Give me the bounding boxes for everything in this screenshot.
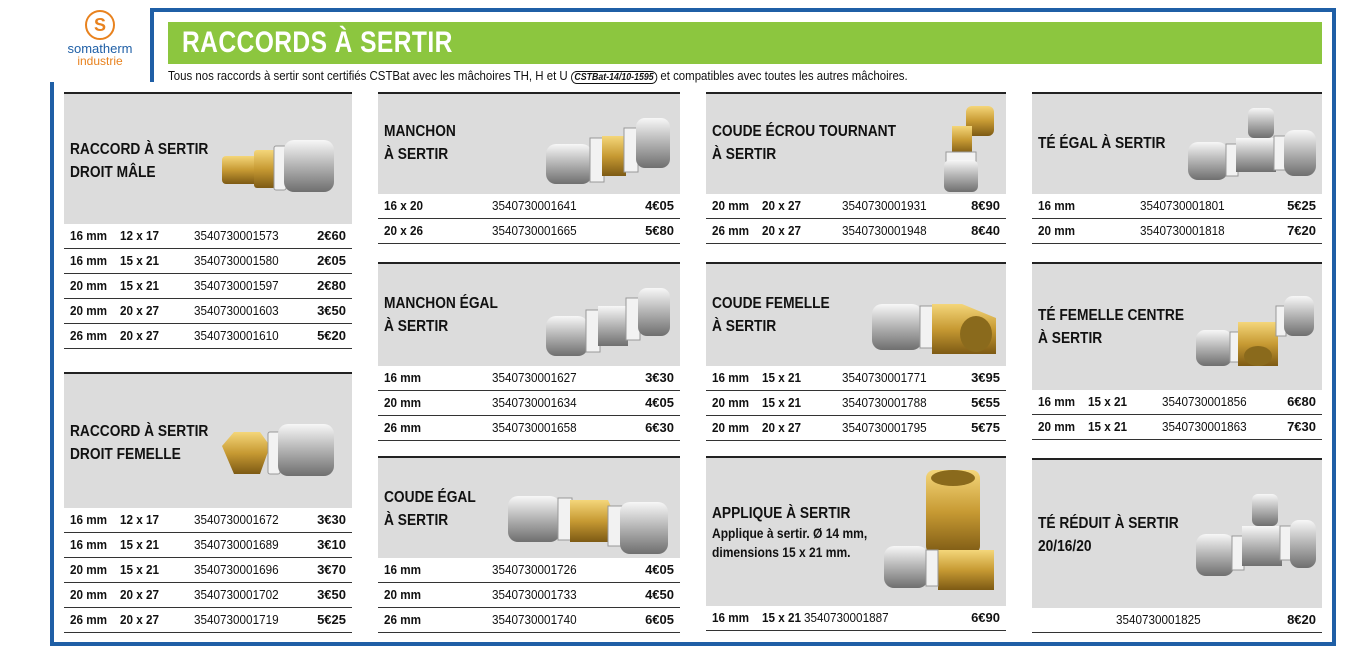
size-cell: 26 mm — [712, 223, 750, 238]
table-row — [64, 274, 352, 299]
price-table — [1032, 608, 1322, 633]
code-cell: 3540730001689 — [194, 537, 279, 552]
code-cell: 3540730001597 — [194, 278, 279, 293]
tee-icon — [1184, 102, 1318, 192]
product-title — [712, 120, 896, 166]
product-title-line2: DROIT FEMELLE — [70, 446, 181, 463]
table-row — [378, 416, 680, 441]
size-cell: 20 mm — [1038, 223, 1076, 238]
product-header — [706, 456, 1006, 606]
product-title: APPLIQUE À SERTIR — [712, 505, 851, 522]
size-cell: 20 mm — [384, 395, 422, 410]
product-title-line1: RACCORD À SERTIR — [70, 141, 209, 158]
product-coude-egal — [378, 456, 680, 633]
table-row — [64, 558, 352, 583]
brand-logo — [50, 8, 150, 80]
page-title: RACCORDS À SERTIR — [182, 26, 453, 59]
size-cell: 20 mm — [70, 562, 108, 577]
product-header — [64, 92, 352, 224]
table-row — [1032, 390, 1322, 415]
price-cell: 5€55 — [971, 395, 1000, 410]
table-row — [1032, 194, 1322, 219]
table-row — [1032, 415, 1322, 440]
size-cell: 20 mm — [384, 587, 422, 602]
table-row — [706, 219, 1006, 244]
price-cell: 7€30 — [1287, 419, 1316, 434]
price-cell: 6€05 — [645, 612, 674, 627]
table-row — [706, 194, 1006, 219]
brand-name: somatherm — [67, 41, 133, 56]
size-cell: 16 mm — [1038, 198, 1076, 213]
code-cell: 3540730001931 — [842, 198, 927, 213]
price-cell: 6€80 — [1287, 394, 1316, 409]
table-row — [1032, 608, 1322, 633]
product-header — [378, 92, 680, 194]
code-cell: 3540730001641 — [492, 198, 577, 213]
price-cell: 5€75 — [971, 420, 1000, 435]
product-title-line2: À SERTIR — [712, 146, 777, 163]
size-cell: 16 mm — [70, 537, 108, 552]
code-cell: 3540730001702 — [194, 587, 279, 602]
product-header — [378, 456, 680, 558]
thread-cell: 20 x 27 — [120, 328, 160, 343]
price-cell: 3€50 — [317, 587, 346, 602]
product-droit-male — [64, 92, 352, 349]
product-title-line2: À SERTIR — [1038, 330, 1103, 347]
male-fitting-icon — [214, 114, 344, 204]
size-cell: 20 mm — [70, 278, 108, 293]
table-row — [706, 366, 1006, 391]
code-cell: 3540730001887 — [804, 610, 889, 625]
frame-top-border — [150, 8, 1336, 12]
price-cell: 3€10 — [317, 537, 346, 552]
table-row — [64, 249, 352, 274]
thread-cell: 20 x 27 — [120, 303, 160, 318]
product-title — [712, 292, 830, 338]
thread-cell: 15 x 21 — [120, 537, 160, 552]
thread-cell: 12 x 17 — [120, 228, 160, 243]
price-table — [1032, 194, 1322, 244]
price-cell: 2€60 — [317, 228, 346, 243]
code-cell: 3540730001634 — [492, 395, 577, 410]
product-title-line2: À SERTIR — [384, 512, 449, 529]
code-cell: 3540730001696 — [194, 562, 279, 577]
code-cell: 3540730001740 — [492, 612, 577, 627]
code-cell: 3540730001672 — [194, 512, 279, 527]
code-cell: 3540730001719 — [194, 612, 279, 627]
product-title — [384, 120, 456, 166]
product-title-line2: DROIT MÂLE — [70, 164, 156, 181]
price-cell: 8€90 — [971, 198, 1000, 213]
product-desc-line1: Applique à sertir. Ø 14 mm, — [712, 525, 868, 541]
code-cell: 3540730001788 — [842, 395, 927, 410]
size-cell: 16 mm — [70, 228, 108, 243]
thread-cell: 20 x 27 — [762, 198, 802, 213]
product-header — [1032, 262, 1322, 390]
thread-cell: 20 x 27 — [762, 420, 802, 435]
table-row — [378, 608, 680, 633]
female-fitting-icon — [214, 398, 344, 488]
brand-sub: industrie — [77, 54, 123, 68]
thread-cell: 20 x 27 — [762, 223, 802, 238]
size-cell: 26 mm — [70, 612, 108, 627]
product-title — [70, 420, 208, 466]
product-title — [1038, 304, 1184, 350]
price-table — [706, 366, 1006, 441]
price-table — [1032, 390, 1322, 440]
price-cell: 5€25 — [1287, 198, 1316, 213]
table-row — [64, 324, 352, 349]
table-row — [378, 558, 680, 583]
product-header — [1032, 92, 1322, 194]
product-header — [706, 92, 1006, 194]
price-cell: 3€70 — [317, 562, 346, 577]
size-cell: 20 mm — [70, 587, 108, 602]
product-title — [384, 486, 476, 532]
table-row — [64, 299, 352, 324]
wall-plate-fitting-icon — [876, 466, 1002, 606]
code-cell: 3540730001627 — [492, 370, 577, 385]
price-cell: 6€90 — [971, 610, 1000, 625]
size-cell: 16 mm — [1038, 394, 1076, 409]
thread-cell: 20 x 27 — [120, 587, 160, 602]
code-cell: 3540730001771 — [842, 370, 927, 385]
product-title-line2: 20/16/20 — [1038, 538, 1092, 555]
product-te-femelle — [1032, 262, 1322, 440]
size-cell: 20 mm — [70, 303, 108, 318]
product-droit-femelle — [64, 372, 352, 633]
swivel-elbow-icon — [932, 102, 1002, 196]
s-badge-icon: S — [85, 10, 115, 40]
product-title-line1: MANCHON — [384, 123, 456, 140]
table-row — [64, 533, 352, 558]
frame-logo-divider — [150, 8, 154, 82]
thread-cell: 15 x 21 — [120, 562, 160, 577]
product-title-line1: COUDE ÉGAL — [384, 489, 476, 506]
product-applique — [706, 456, 1006, 631]
size-cell: 20 mm — [712, 395, 750, 410]
price-cell: 8€20 — [1287, 612, 1316, 627]
size-cell: 26 mm — [384, 420, 422, 435]
code-cell: 3540730001573 — [194, 228, 279, 243]
thread-cell: 15 x 21 — [120, 278, 160, 293]
price-table — [64, 224, 352, 349]
code-cell: 3540730001665 — [492, 223, 577, 238]
table-row — [706, 416, 1006, 441]
product-header — [64, 372, 352, 508]
size-cell: 16 x 20 — [384, 198, 424, 213]
price-table — [378, 366, 680, 441]
code-cell: 3540730001610 — [194, 328, 279, 343]
code-cell: 3540730001818 — [1140, 223, 1225, 238]
price-cell: 2€05 — [317, 253, 346, 268]
cstbat-cert-mark: CSTBat-14/10-1595 — [571, 71, 657, 84]
product-title-line2: À SERTIR — [712, 318, 777, 335]
thread-cell: 15 x 21 — [1088, 419, 1128, 434]
product-title-line1: COUDE ÉCROU TOURNANT — [712, 123, 896, 140]
product-description — [712, 524, 867, 562]
size-cell: 26 mm — [384, 612, 422, 627]
product-desc-line2: dimensions 15 x 21 mm. — [712, 544, 851, 560]
code-cell: 3540730001795 — [842, 420, 927, 435]
intro-text — [168, 66, 908, 88]
size-cell: 16 mm — [712, 370, 750, 385]
table-row — [378, 583, 680, 608]
price-cell: 7€20 — [1287, 223, 1316, 238]
code-cell: 3540730001801 — [1140, 198, 1225, 213]
price-cell: 4€05 — [645, 395, 674, 410]
size-cell: 26 mm — [70, 328, 108, 343]
product-title-line1: COUDE FEMELLE — [712, 295, 830, 312]
female-elbow-icon — [866, 274, 1002, 364]
size-cell: 16 mm — [384, 370, 422, 385]
size-cell: 20 x 26 — [384, 223, 424, 238]
product-te-reduit — [1032, 458, 1322, 633]
price-table — [706, 194, 1006, 244]
table-row — [64, 608, 352, 633]
size-cell: 16 mm — [70, 253, 108, 268]
elbow-icon — [504, 466, 674, 558]
price-cell: 8€40 — [971, 223, 1000, 238]
size-cell: 20 mm — [712, 198, 750, 213]
price-cell: 3€30 — [317, 512, 346, 527]
price-table — [706, 606, 1006, 631]
price-table — [378, 194, 680, 244]
product-header — [378, 262, 680, 366]
table-row — [706, 391, 1006, 416]
price-table — [378, 558, 680, 633]
table-row — [378, 391, 680, 416]
code-cell: 3540730001863 — [1162, 419, 1247, 434]
product-coude-femelle — [706, 262, 1006, 441]
intro-line — [168, 66, 1328, 88]
product-title — [70, 138, 208, 184]
price-cell: 6€30 — [645, 420, 674, 435]
product-title — [1038, 512, 1179, 558]
code-cell: 3540730001948 — [842, 223, 927, 238]
equal-coupling-icon — [538, 276, 674, 364]
product-title-line1: RACCORD À SERTIR — [70, 423, 209, 440]
size-cell: 16 mm — [712, 610, 750, 625]
table-row — [378, 366, 680, 391]
price-cell: 4€05 — [645, 198, 674, 213]
price-cell: 4€05 — [645, 562, 674, 577]
size-cell: 20 mm — [1038, 419, 1076, 434]
thread-cell: 20 x 27 — [120, 612, 160, 627]
reducing-tee-icon — [1192, 490, 1318, 586]
size-cell: 16 mm — [70, 512, 108, 527]
product-manchon-egal — [378, 262, 680, 441]
code-cell: 3540730001856 — [1162, 394, 1247, 409]
table-row — [378, 194, 680, 219]
size-cell: 16 mm — [384, 562, 422, 577]
table-row — [1032, 219, 1322, 244]
page-title-bar — [168, 22, 1322, 64]
price-cell: 3€50 — [317, 303, 346, 318]
price-cell: 4€50 — [645, 587, 674, 602]
price-table — [64, 508, 352, 633]
product-title-line2: À SERTIR — [384, 146, 449, 163]
product-header — [1032, 458, 1322, 608]
thread-cell: 15 x 21 — [120, 253, 160, 268]
female-tee-icon — [1192, 286, 1318, 376]
thread-cell: 15 x 21 — [762, 610, 802, 625]
price-cell: 3€95 — [971, 370, 1000, 385]
code-cell: 3540730001580 — [194, 253, 279, 268]
table-row — [64, 508, 352, 533]
code-cell: 3540730001733 — [492, 587, 577, 602]
table-row — [378, 219, 680, 244]
product-te-egal — [1032, 92, 1322, 244]
product-title: TÉ ÉGAL À SERTIR — [1038, 135, 1166, 152]
thread-cell: 15 x 21 — [762, 370, 802, 385]
size-cell: 20 mm — [712, 420, 750, 435]
code-cell: 3540730001825 — [1116, 612, 1201, 627]
product-header — [706, 262, 1006, 366]
table-row — [706, 606, 1006, 631]
thread-cell: 15 x 21 — [762, 395, 802, 410]
product-coude-ecrou — [706, 92, 1006, 244]
coupling-icon — [538, 106, 674, 192]
table-row — [64, 224, 352, 249]
price-cell: 5€25 — [317, 612, 346, 627]
price-cell: 5€80 — [645, 223, 674, 238]
intro-text-before: Tous nos raccords à sertir sont certifiés CSTBat avec les mâchoires TH, H et U — [168, 68, 568, 83]
table-row — [64, 583, 352, 608]
thread-cell: 15 x 21 — [1088, 394, 1128, 409]
thread-cell: 12 x 17 — [120, 512, 160, 527]
price-cell: 2€80 — [317, 278, 346, 293]
price-cell: 5€20 — [317, 328, 346, 343]
product-title-line1: TÉ FEMELLE CENTRE — [1038, 307, 1185, 324]
product-manchon — [378, 92, 680, 244]
frame-left-border — [50, 82, 54, 646]
product-title-line1: MANCHON ÉGAL — [384, 295, 498, 312]
code-cell: 3540730001603 — [194, 303, 279, 318]
product-title-line2: À SERTIR — [384, 318, 449, 335]
product-title — [384, 292, 498, 338]
price-cell: 3€30 — [645, 370, 674, 385]
code-cell: 3540730001726 — [492, 562, 577, 577]
code-cell: 3540730001658 — [492, 420, 577, 435]
intro-text-after: et compatibles avec toutes les autres mâchoires. — [660, 68, 908, 83]
product-title-line1: TÉ RÉDUIT À SERTIR — [1038, 515, 1179, 532]
